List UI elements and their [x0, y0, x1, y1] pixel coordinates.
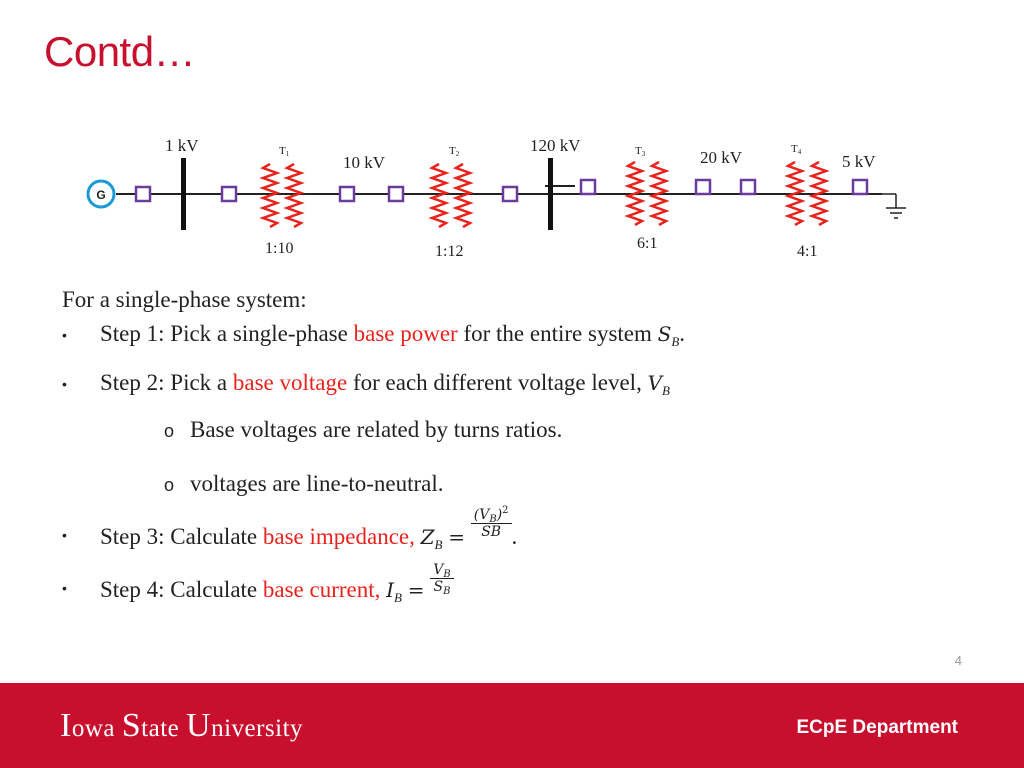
step-1: Step 1: Pick a single-phase base power for the entire system $S_B$.	[100, 321, 686, 349]
step-4: Step 4: Calculate base current, $I_B$ = $\frac{V_B}{S_B}$	[100, 562, 454, 595]
breaker-icon	[340, 187, 354, 201]
sub-point-line-to-neutral: voltages are line-to-neutral.	[190, 471, 444, 496]
base-impedance-fraction: $\frac{(V_B)^2}{SB}$	[471, 507, 512, 540]
generator-icon	[88, 181, 114, 207]
turns-ratio-label: 1:10	[265, 240, 294, 257]
bus-voltage-label: 10 kV	[343, 153, 386, 172]
bullet: •	[62, 327, 67, 343]
transformer-label: T3	[635, 145, 646, 158]
breaker-icon	[136, 187, 150, 201]
page-number: 4	[954, 653, 962, 668]
sub-bullet: o	[164, 475, 175, 495]
bullet: •	[62, 580, 67, 596]
intro-text: For a single-phase system:	[62, 287, 307, 312]
footer-bar	[0, 683, 1024, 768]
breaker-icon	[741, 180, 755, 194]
generator-label: G	[96, 188, 106, 202]
bus-voltage-label: 5 kV	[842, 152, 876, 171]
coil-t1-primary	[263, 164, 277, 227]
breaker-icon	[581, 180, 595, 194]
one-line-diagram	[0, 0, 1024, 280]
bullet: •	[62, 376, 67, 392]
step-3: Step 3: Calculate base impedance, $Z_B$ = $\frac{(V_B)^2}{SB}$ .	[100, 505, 518, 552]
coil-t2-secondary	[456, 164, 470, 227]
department-label: ECpE Department	[796, 717, 958, 738]
breaker-icon	[696, 180, 710, 194]
university-wordmark: Iowa State University	[60, 707, 304, 744]
breaker-icon	[853, 180, 867, 194]
breaker-icon	[503, 187, 517, 201]
transformer-label: T2	[449, 145, 460, 158]
sub-point-turns-ratios: Base voltages are related by turns ratios.	[190, 417, 563, 442]
transformer-label: T1	[279, 145, 290, 158]
transformer-label: T4	[791, 143, 802, 156]
breaker-icon	[389, 187, 403, 201]
sub-bullet: o	[164, 421, 175, 441]
turns-ratio-label: 1:12	[435, 243, 464, 260]
turns-ratio-label: 4:1	[797, 243, 818, 260]
breakers	[136, 180, 867, 201]
turns-ratio-label: 6:1	[637, 235, 658, 252]
slide-title: Contd…	[44, 28, 196, 75]
bus-voltage-label: 20 kV	[700, 148, 743, 167]
coil-t1-secondary	[287, 164, 301, 227]
bus-1kv	[181, 158, 186, 230]
bullet: •	[62, 527, 67, 543]
bus-voltage-label: 1 kV	[165, 136, 199, 155]
coil-t2-primary	[432, 164, 446, 227]
base-current-fraction: $\frac{V_B}{S_B}$	[430, 562, 453, 595]
breaker-icon	[222, 187, 236, 201]
step-2: Step 2: Pick a base voltage for each different voltage level, $V_B$	[100, 370, 670, 398]
bus-voltage-label: 120 kV	[530, 136, 581, 155]
bus-120kv	[548, 158, 553, 230]
